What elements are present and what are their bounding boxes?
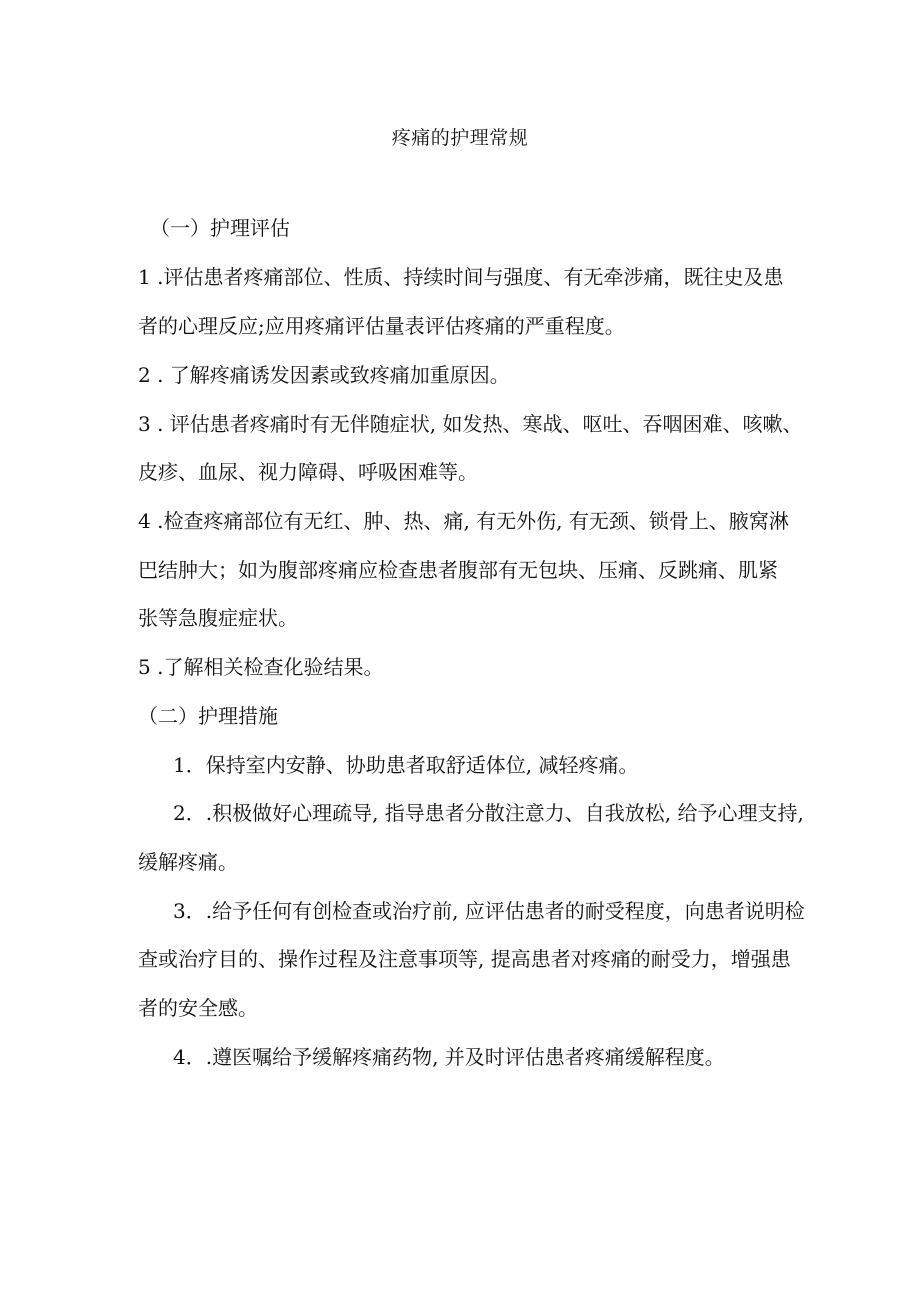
measure-item-2-line-2: 缓解疼痛。 xyxy=(138,850,238,874)
measure-item-3-line-1: 3．.给予任何有创检查或治疗前, 应评估患者的耐受程度，向患者说明检 xyxy=(173,899,805,923)
document-title: 疼痛的护理常规 xyxy=(391,127,529,149)
assessment-item-1-line-2: 者的心理反应;应用疼痛评估量表评估疼痛的严重程度。 xyxy=(138,314,625,338)
assessment-item-3-line-1: 3 . 评估患者疼痛时有无伴随症状, 如发热、寒战、呕吐、吞咽困难、咳嗽、 xyxy=(138,412,803,436)
assessment-item-3-line-2: 皮疹、血尿、视力障碍、呼吸困难等。 xyxy=(138,460,478,484)
measure-item-3-line-3: 者的安全感。 xyxy=(138,996,258,1020)
section-heading-assessment: （一）护理评估 xyxy=(150,216,290,240)
assessment-item-4-line-2: 巴结肿大；如为腹部疼痛应检查患者腹部有无包块、压痛、反跳痛、肌紧 xyxy=(138,558,778,582)
measure-item-4-line-1: 4．.遵医嘱给予缓解疼痛药物, 并及时评估患者疼痛缓解程度。 xyxy=(173,1045,725,1069)
assessment-item-1-line-1: 1 .评估患者疼痛部位、性质、持续时间与强度、有无牵涉痛，既往史及患 xyxy=(138,265,784,289)
measure-item-3-line-2: 查或治疗目的、操作过程及注意事项等, 提高患者对疼痛的耐受力，增强患 xyxy=(138,947,791,971)
assessment-item-2-line-1: 2 . 了解疼痛诱发因素或致疼痛加重原因。 xyxy=(138,363,510,387)
assessment-item-4-line-3: 张等急腹症症状。 xyxy=(138,606,298,630)
measure-item-2-line-1: 2．.积极做好心理疏导, 指导患者分散注意力、自我放松, 给予心理支持, xyxy=(173,801,804,825)
assessment-item-4-line-1: 4 .检查疼痛部位有无红、肿、热、痛, 有无外伤, 有无颈、锁骨上、腋窝淋 xyxy=(138,509,789,533)
measure-item-1-line-1: 1．保持室内安静、协助患者取舒适体位, 减轻疼痛。 xyxy=(173,753,639,777)
assessment-item-5-line-1: 5 .了解相关检查化验结果。 xyxy=(138,655,384,679)
section-heading-measures: （二）护理措施 xyxy=(138,704,278,728)
